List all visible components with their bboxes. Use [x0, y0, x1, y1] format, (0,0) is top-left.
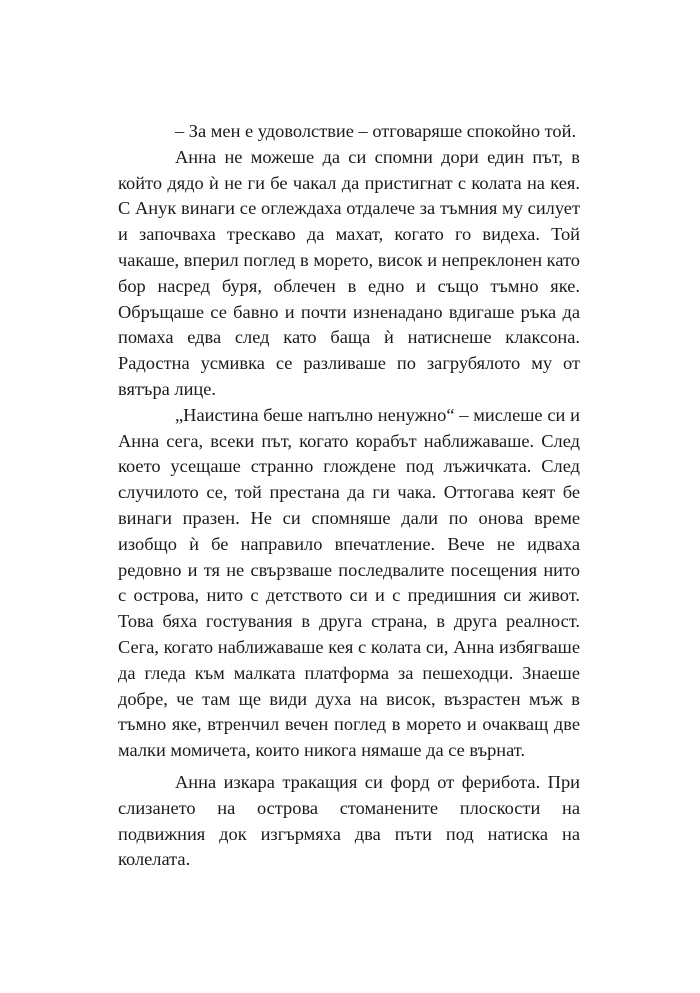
paragraph: Анна не можеше да си спомни дори един път, в който дядо ѝ не ги бе чакал да пристигнат с колата на кея. С Анук винаги се оглеждаха отдалече за тъмния му силует и започваха трескаво да махат, когато го видеха. Той чакаше, вперил поглед в морето, висок и непреклонен като бор насред буря, облечен в едно и също тъмно яке. Обръщаше се бавно и почти изненадано вдигаше ръка да помаха едва след като баща ѝ натиснеше клаксона. Радостна усмивка се разливаше по загрубялото му от вятъра лице. [118, 146, 580, 399]
paragraph: „Наистина беше напълно ненужно“ – мислеше си и Анна сега, всеки път, когато корабът наближаваше. След което усещаше странно глождене под лъжичката. След случилото се, той престана да ги чака. Оттогава кеят бе винаги празен. Не си спомняше дали по онова време изобщо ѝ бе направило впечатление. Вече не идваха редовно и тя не свързваше последвалите посещения нито с острова, нито с детството си и с предишния си живот. Това бяха гостувания в друга страна, в друга реалност. Сега, когато наближаваше кея с колата си, Анна избягваше да гледа към малката платформа за пешеходци. Знаеше добре, че там ще види духа на висок, възрастен мъж в тъмно яке, втренчил вечен поглед в морето и очакващ две малки момичета, които никога нямаше да се върнат. [118, 404, 580, 761]
paragraph: – За мен е удоволствие – отговаряше спокойно той. [175, 121, 577, 141]
text-section-1 [118, 119, 580, 764]
paragraph: Анна изкара тракащия си форд от ферибота. При слизането на острова стоманените плоскости на подвижния док изгърмяха два пъти под натиска на колелата. [118, 772, 580, 870]
text-section-2 [118, 770, 580, 873]
